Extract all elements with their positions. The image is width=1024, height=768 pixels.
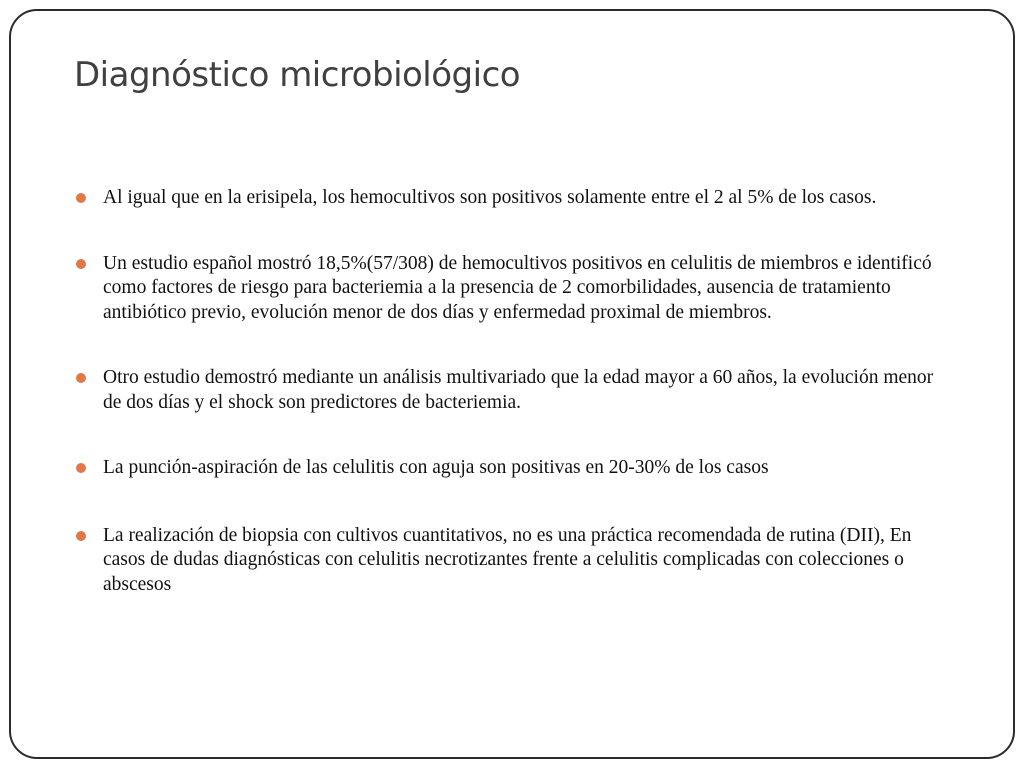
bullet-text: La punción-aspiración de las celulitis con aguja son positivas en 20-30% de los casos	[103, 457, 769, 478]
circle-bullet-icon	[76, 193, 86, 203]
slide-frame	[9, 9, 1015, 759]
bullet-item-3	[73, 366, 953, 415]
bullet-text: La realización de biopsia con cultivos cuantitativos, no es una práctica recomendada de rutina (DII), En casos de dudas diagnósticas con celulitis necrotizantes frente a celulitis complicadas con colecciones o abscesos	[103, 524, 912, 595]
bullet-item-1	[73, 186, 953, 211]
circle-bullet-icon	[76, 373, 86, 383]
circle-bullet-icon	[76, 531, 86, 541]
bullet-item-2	[73, 252, 953, 326]
bullet-text: Un estudio español mostró 18,5%(57/308) de hemocultivos positivos en celulitis de miembros e identificó como factores de riesgo para bacteriemia a la presencia de 2 comorbilidades, ausencia de tratamiento antibiótico previo, evolución menor de dos días y enfermedad proximal de miembros.	[103, 252, 932, 323]
bullet-text: Otro estudio demostró mediante un análisis multivariado que la edad mayor a 60 años, la evolución menor de dos días y el shock son predictores de bacteriemia.	[103, 367, 934, 413]
bullet-text: Al igual que en la erisipela, los hemocultivos son positivos solamente entre el 2 al 5% de los casos.	[103, 187, 877, 208]
bullet-item-5	[73, 524, 953, 598]
slide-title: Diagnóstico microbiológico	[74, 55, 521, 95]
circle-bullet-icon	[76, 259, 86, 269]
bullet-item-4	[73, 456, 953, 481]
circle-bullet-icon	[76, 463, 86, 473]
bullet-list	[73, 186, 953, 638]
